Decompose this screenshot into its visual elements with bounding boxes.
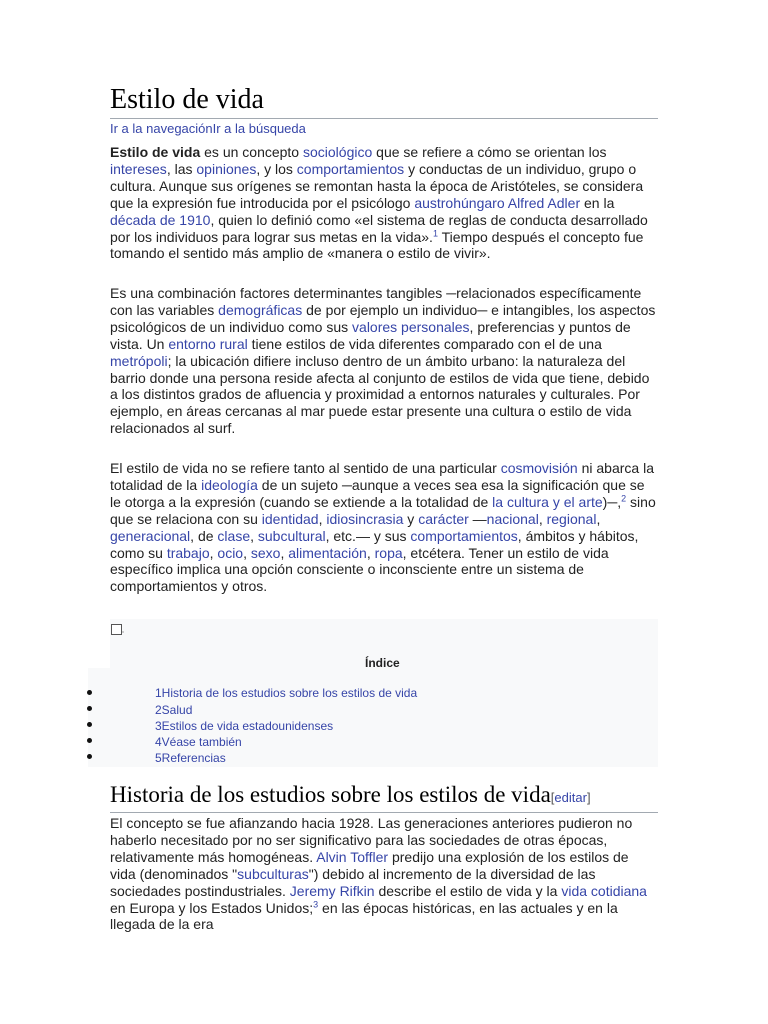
page-title: Estilo de vida <box>110 82 658 119</box>
bold-term: Estilo de vida <box>110 144 201 160</box>
link-ocio[interactable]: ocio <box>217 544 244 561</box>
section-heading-text: Historia de los estudios sobre los estilos de vida <box>110 782 551 807</box>
text-run: en la <box>580 194 615 211</box>
link-subcultural[interactable]: subcultural <box>257 527 326 544</box>
toc-item-historia[interactable]: 1Historia de los estudios sobre los estilos de vida <box>155 686 418 700</box>
link-metropoli[interactable]: metrópoli <box>110 352 168 369</box>
text-run: , quien lo definió como «el sistema de reglas de conducta desarrollado por los individuos para lograr sus metas en la vida». <box>110 211 648 245</box>
link-regional[interactable]: regional <box>546 510 597 527</box>
toc-toggle-dot-icon <box>122 631 124 633</box>
toc-background-strip <box>88 668 110 767</box>
bracket: [ <box>550 790 555 805</box>
text-run: , etcétera. Tener un estilo de vida específico implica una opción consciente o inconsciente entre un sistema de comportamientos y otros. <box>110 544 609 595</box>
paragraph-3 <box>110 460 658 595</box>
link-alimentacion[interactable]: alimentación <box>288 544 367 561</box>
bullet-icon <box>87 738 92 743</box>
text-run: en las épocas históricas, en las actuales y en la llegada de la era <box>110 899 618 933</box>
text-run: , <box>280 544 289 561</box>
bullet-icon <box>87 754 92 759</box>
text-run: tiene estilos de vida diferentes comparado con el de una <box>247 335 602 352</box>
text-run: ; la ubicación difiere incluso dentro de un ámbito urbano: la naturaleza del barrio donde una persona reside afecta al conjunto de estilos de vida que tiene, debido a los distintos grados de afluencia y proximidad a entornos naturales y culturales. Por ejemplo, en áreas cercanas al mar puede estar presente una cultura o estilo de vida relacionados al surf. <box>110 352 650 437</box>
text-run: , ámbitos y hábitos, como su <box>110 527 639 561</box>
text-run: sino que se relaciona con su <box>110 493 656 527</box>
link-demograficas[interactable]: demográficas <box>218 301 303 318</box>
reference-1[interactable]: 1 <box>432 227 438 238</box>
bullet-icon <box>87 706 92 711</box>
text-run: — <box>468 510 487 527</box>
link-decada-1910[interactable]: década de 1910 <box>110 211 211 228</box>
toc-item-vease-tambien[interactable]: 4Véase también <box>155 735 242 749</box>
section-heading-historia <box>110 781 658 813</box>
text-run: , las <box>166 160 197 177</box>
text-run: , <box>250 527 258 544</box>
text-run: describe el estilo de vida y la <box>374 882 562 899</box>
jump-to-navigation-link[interactable]: Ir a la navegación <box>110 121 213 136</box>
edit-section <box>551 790 591 805</box>
link-cultura-arte[interactable]: la cultura y el arte <box>492 493 603 510</box>
reference-3[interactable]: 3 <box>313 898 319 909</box>
toc-item-salud[interactable]: 2Salud <box>155 703 193 717</box>
link-intereses[interactable]: intereses <box>110 160 167 177</box>
text-run: de por ejemplo un individuo─ e intangibles, los aspectos psicológicos de un individuo como sus <box>110 301 656 335</box>
link-comportamientos-2[interactable]: comportamientos <box>410 527 518 544</box>
link-sexo[interactable]: sexo <box>250 544 281 561</box>
jump-links <box>110 121 306 137</box>
text-run: El concepto se fue afianzando hacia 1928. Las generaciones anteriores pudieron no haberlo necesitado por no ser significativo para las sociedades de otras épocas, relativamente más homogéneas. <box>110 815 633 865</box>
text-run: , <box>243 544 251 561</box>
link-sociologico[interactable]: sociológico <box>303 144 373 160</box>
text-run: de un sujeto ─aunque a veces sea esa la significación que se le otorga a la expresión (cuando se extiende a la totalidad de <box>110 476 645 510</box>
text-run: El estilo de vida no se refiere tanto al sentido de una particular <box>110 460 501 476</box>
text-run: , y los <box>256 160 297 177</box>
edit-section-link[interactable]: editar <box>554 790 587 805</box>
link-vida-cotidiana[interactable]: vida cotidiana <box>561 882 647 899</box>
text-run: , <box>318 510 327 527</box>
toc-title: Índice <box>365 656 400 670</box>
link-valores-personales[interactable]: valores personales <box>352 318 470 335</box>
link-ropa[interactable]: ropa <box>374 544 403 561</box>
bullet-icon <box>87 722 92 727</box>
bullet-icon <box>87 690 92 695</box>
reference-2[interactable]: 2 <box>621 493 627 504</box>
text-run: , <box>209 544 218 561</box>
text-run: predijo una explosión de los estilos de vida (denominados " <box>110 848 629 882</box>
link-alfred-adler[interactable]: Alfred Adler <box>507 194 581 211</box>
text-run: , etc.— y sus <box>325 527 411 544</box>
text-run: , de <box>190 527 218 544</box>
link-cosmovision[interactable]: cosmovisión <box>500 460 578 476</box>
paragraph-4 <box>110 815 658 933</box>
text-run: Tiempo después el concepto fue tomando el sentido más amplio de «manera o estilo de vivir». <box>110 228 644 262</box>
text-run: es un concepto <box>200 144 303 160</box>
text-run: Es una combinación factores determinantes tangibles ─relacionados específicamente con las variables <box>110 285 642 318</box>
link-comportamientos[interactable]: comportamientos <box>296 160 405 177</box>
link-generacional[interactable]: generacional <box>110 527 191 544</box>
link-alvin-toffler[interactable]: Alvin Toffler <box>316 848 389 865</box>
text-run: , <box>366 544 375 561</box>
text-run: ") debido al incremento de la diversidad de las sociedades postindustriales. <box>110 865 596 899</box>
link-subculturas[interactable]: subculturas <box>237 865 309 882</box>
text-run: , <box>596 510 601 527</box>
text-run: )─, <box>602 493 622 510</box>
paragraph-2 <box>110 285 658 437</box>
link-nacional[interactable]: nacional <box>486 510 539 527</box>
link-caracter[interactable]: carácter <box>418 510 469 527</box>
bracket: ] <box>586 790 591 805</box>
text-run: y <box>403 510 419 527</box>
intro-paragraph <box>110 144 658 262</box>
toc-item-referencias[interactable]: 5Referencias <box>155 751 226 765</box>
link-identidad[interactable]: identidad <box>261 510 319 527</box>
link-opiniones[interactable]: opiniones <box>196 160 257 177</box>
link-ideologia[interactable]: ideología <box>201 476 258 493</box>
link-austrohungaro[interactable]: austrohúngaro <box>414 194 505 211</box>
text-run: que se refiere a cómo se orientan los <box>372 144 607 160</box>
text-run: en Europa y los Estados Unidos; <box>110 899 314 916</box>
link-trabajo[interactable]: trabajo <box>166 544 210 561</box>
link-idiosincrasia[interactable]: idiosincrasia <box>326 510 404 527</box>
link-clase[interactable]: clase <box>217 527 251 544</box>
link-entorno-rural[interactable]: entorno rural <box>168 335 248 352</box>
text-run: y conductas de un individuo, grupo o cultura. Aunque sus orígenes se remontan hasta la época de Aristóteles, se considera que la expresión fue introducida por el psicólogo <box>110 160 644 211</box>
jump-to-search-link[interactable]: Ir a la búsqueda <box>212 121 306 136</box>
text-run: ni abarca la totalidad de la <box>110 460 654 493</box>
toc-item-estilos-estadounidenses[interactable]: 3Estilos de vida estadounidenses <box>155 719 334 733</box>
text-run: , <box>538 510 547 527</box>
toc-toggle-checkbox[interactable] <box>111 624 122 635</box>
text-run: , preferencias y puntos de vista. Un <box>110 318 631 352</box>
link-jeremy-rifkin[interactable]: Jeremy Rifkin <box>289 882 375 899</box>
